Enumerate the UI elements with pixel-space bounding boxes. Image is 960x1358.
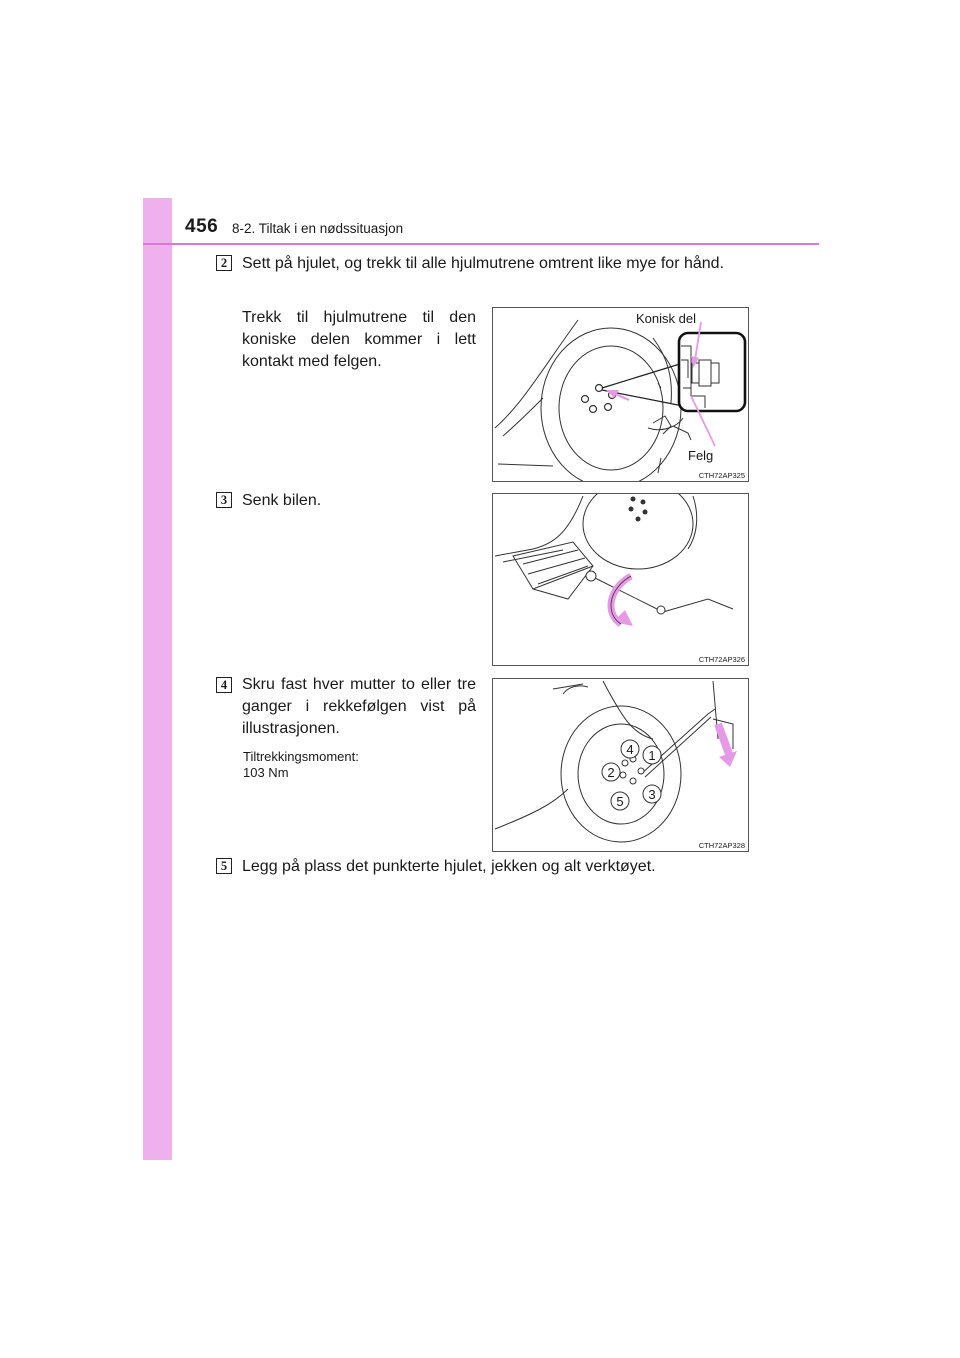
callout-4: 4 — [626, 742, 634, 757]
step-5-text: Legg på plass det punkterte hjulet, jekken og alt verktøyet. — [242, 858, 656, 875]
page-number: 456 — [185, 216, 219, 237]
figure-code: CTH72AP326 — [698, 655, 745, 664]
step-number-5: 5 — [216, 858, 232, 874]
wheel-nut-illustration — [493, 308, 748, 481]
figure-tightening-order — [492, 678, 749, 852]
step-number-2: 2 — [216, 255, 232, 271]
label-rim: Felg — [688, 448, 714, 463]
label-conical-part: Konisk del — [636, 311, 696, 326]
callout-3: 3 — [648, 787, 656, 802]
callout-1: 1 — [648, 748, 656, 763]
step-3-text: Senk bilen. — [242, 492, 322, 509]
figure-wheel-nut-contact — [492, 307, 749, 482]
header-rule — [143, 243, 819, 245]
callout-5: 5 — [616, 794, 624, 809]
step-number-3: 3 — [216, 492, 232, 508]
step-2-subtext: Trekk til hjulmutrene til den koniske delen kommer i lett kontakt med felgen. — [242, 309, 476, 370]
section-title: 8-2. Tiltak i en nødssituasjon — [232, 221, 404, 236]
step-number-4: 4 — [216, 677, 232, 693]
callout-2: 2 — [607, 765, 615, 780]
tightening-sequence-illustration — [493, 679, 748, 851]
figure-code: CTH72AP325 — [698, 471, 745, 480]
step-4-text: Skru fast hver mutter to eller tre ganger i rekkefølgen vist på illustrasjonen. — [242, 676, 476, 737]
torque-label: Tiltrekkingsmoment: — [243, 749, 359, 764]
chapter-sidebar — [143, 198, 172, 1160]
figure-code: CTH72AP328 — [698, 841, 745, 850]
jack-lowering-illustration — [493, 494, 748, 665]
step-2-text: Sett på hjulet, og trekk til alle hjulmutrene omtrent like mye for hånd. — [242, 255, 725, 272]
figure-lower-vehicle — [492, 493, 749, 666]
torque-value: 103 Nm — [243, 765, 289, 780]
